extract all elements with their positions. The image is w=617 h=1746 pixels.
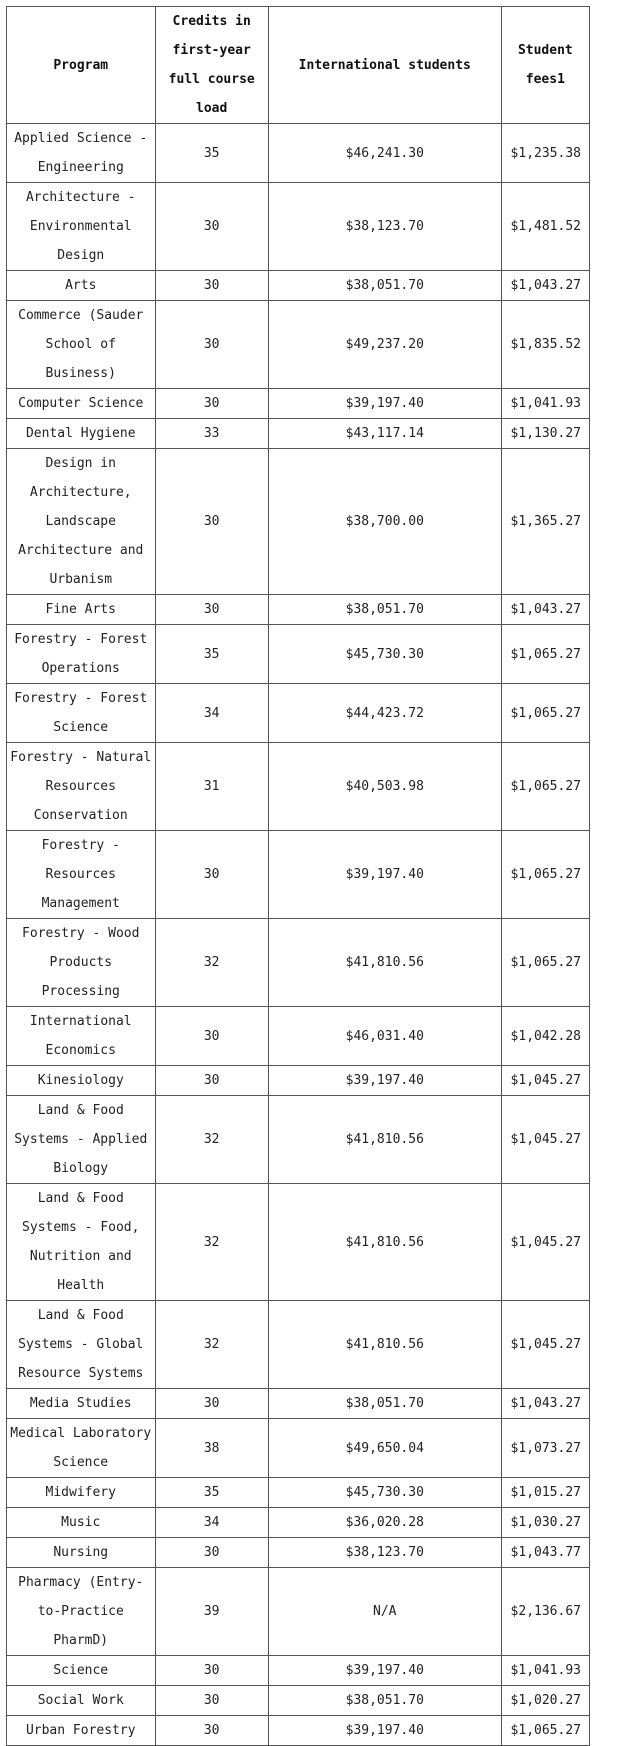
cell-fees: $1,065.27	[501, 743, 589, 831]
cell-international: $38,051.70	[268, 271, 501, 301]
cell-credits: 38	[155, 1419, 268, 1478]
cell-credits: 33	[155, 419, 268, 449]
cell-fees: $1,045.27	[501, 1301, 589, 1389]
cell-program: Media Studies	[7, 1389, 156, 1419]
cell-fees: $1,481.52	[501, 183, 589, 271]
cell-fees: $1,065.27	[501, 919, 589, 1007]
cell-fees: $1,015.27	[501, 1478, 589, 1508]
cell-fees: $1,235.38	[501, 124, 589, 183]
header-row	[7, 7, 590, 124]
cell-international: $39,197.40	[268, 1656, 501, 1686]
cell-fees: $1,042.28	[501, 1007, 589, 1066]
table-row	[7, 183, 590, 271]
cell-credits: 30	[155, 271, 268, 301]
table-row	[7, 449, 590, 595]
cell-fees: $1,041.93	[501, 389, 589, 419]
cell-international: $49,650.04	[268, 1419, 501, 1478]
cell-international: $39,197.40	[268, 1066, 501, 1096]
header-international: International students	[268, 7, 501, 124]
cell-international: $38,051.70	[268, 595, 501, 625]
cell-program: Dental Hygiene	[7, 419, 156, 449]
cell-international: $40,503.98	[268, 743, 501, 831]
cell-program: Arts	[7, 271, 156, 301]
cell-international: $46,241.30	[268, 124, 501, 183]
table-row	[7, 1478, 590, 1508]
cell-credits: 30	[155, 301, 268, 389]
fees-table	[6, 6, 590, 1746]
cell-international: $43,117.14	[268, 419, 501, 449]
cell-fees: $1,045.27	[501, 1096, 589, 1184]
cell-fees: $1,041.93	[501, 1656, 589, 1686]
cell-program: Urban Forestry	[7, 1716, 156, 1746]
cell-program: Land & Food Systems - Global Resource Systems	[7, 1301, 156, 1389]
cell-international: N/A	[268, 1568, 501, 1656]
cell-program: Social Work	[7, 1686, 156, 1716]
cell-international: $38,051.70	[268, 1389, 501, 1419]
cell-international: $38,700.00	[268, 449, 501, 595]
table-row	[7, 124, 590, 183]
cell-program: Music	[7, 1508, 156, 1538]
cell-program: Fine Arts	[7, 595, 156, 625]
cell-credits: 30	[155, 1066, 268, 1096]
cell-credits: 30	[155, 595, 268, 625]
cell-fees: $1,045.27	[501, 1184, 589, 1301]
cell-program: Design in Architecture, Landscape Architecture and Urbanism	[7, 449, 156, 595]
table-row	[7, 1419, 590, 1478]
cell-program: Forestry - Forest Operations	[7, 625, 156, 684]
cell-fees: $1,045.27	[501, 1066, 589, 1096]
table-row	[7, 1538, 590, 1568]
cell-credits: 30	[155, 1007, 268, 1066]
cell-fees: $1,365.27	[501, 449, 589, 595]
cell-program: Applied Science - Engineering	[7, 124, 156, 183]
cell-fees: $1,065.27	[501, 684, 589, 743]
table-row	[7, 1686, 590, 1716]
cell-credits: 32	[155, 1096, 268, 1184]
table-row	[7, 831, 590, 919]
cell-credits: 34	[155, 684, 268, 743]
table-row	[7, 1066, 590, 1096]
cell-program: Architecture - Environmental Design	[7, 183, 156, 271]
cell-fees: $1,065.27	[501, 1716, 589, 1746]
cell-program: Commerce (Sauder School of Business)	[7, 301, 156, 389]
cell-international: $41,810.56	[268, 1184, 501, 1301]
cell-program: Midwifery	[7, 1478, 156, 1508]
table-row	[7, 1716, 590, 1746]
cell-credits: 34	[155, 1508, 268, 1538]
cell-fees: $1,065.27	[501, 831, 589, 919]
table-row	[7, 625, 590, 684]
cell-program: Land & Food Systems - Food, Nutrition and Health	[7, 1184, 156, 1301]
cell-program: Forestry - Forest Science	[7, 684, 156, 743]
cell-credits: 30	[155, 449, 268, 595]
table-row	[7, 1301, 590, 1389]
table-row	[7, 919, 590, 1007]
cell-credits: 32	[155, 1301, 268, 1389]
cell-credits: 31	[155, 743, 268, 831]
cell-fees: $1,043.27	[501, 271, 589, 301]
cell-credits: 30	[155, 1716, 268, 1746]
table-row	[7, 1568, 590, 1656]
table-row	[7, 1389, 590, 1419]
cell-credits: 30	[155, 389, 268, 419]
cell-credits: 35	[155, 124, 268, 183]
cell-credits: 30	[155, 183, 268, 271]
cell-credits: 32	[155, 1184, 268, 1301]
table-row	[7, 1656, 590, 1686]
cell-fees: $1,130.27	[501, 419, 589, 449]
cell-program: Land & Food Systems - Applied Biology	[7, 1096, 156, 1184]
cell-credits: 30	[155, 1686, 268, 1716]
table-row	[7, 1007, 590, 1066]
cell-fees: $1,043.77	[501, 1538, 589, 1568]
cell-credits: 35	[155, 625, 268, 684]
cell-program: Forestry - Resources Management	[7, 831, 156, 919]
table-row	[7, 1508, 590, 1538]
cell-international: $38,123.70	[268, 183, 501, 271]
header-credits: Credits in first-year full course load	[155, 7, 268, 124]
cell-international: $46,031.40	[268, 1007, 501, 1066]
cell-program: Pharmacy (Entry-to-Practice PharmD)	[7, 1568, 156, 1656]
cell-international: $41,810.56	[268, 919, 501, 1007]
cell-program: Nursing	[7, 1538, 156, 1568]
cell-program: Medical Laboratory Science	[7, 1419, 156, 1478]
table-row	[7, 595, 590, 625]
cell-credits: 35	[155, 1478, 268, 1508]
cell-credits: 30	[155, 1538, 268, 1568]
cell-international: $45,730.30	[268, 625, 501, 684]
cell-program: Forestry - Natural Resources Conservation	[7, 743, 156, 831]
cell-program: Kinesiology	[7, 1066, 156, 1096]
table-header	[7, 7, 590, 124]
cell-credits: 30	[155, 1656, 268, 1686]
table-row	[7, 301, 590, 389]
cell-credits: 30	[155, 1389, 268, 1419]
cell-fees: $1,043.27	[501, 1389, 589, 1419]
cell-international: $45,730.30	[268, 1478, 501, 1508]
cell-fees: $1,073.27	[501, 1419, 589, 1478]
table-row	[7, 271, 590, 301]
table-row	[7, 389, 590, 419]
table-body	[7, 124, 590, 1746]
cell-program: International Economics	[7, 1007, 156, 1066]
cell-program: Computer Science	[7, 389, 156, 419]
cell-international: $44,423.72	[268, 684, 501, 743]
cell-international: $41,810.56	[268, 1301, 501, 1389]
header-program: Program	[7, 7, 156, 124]
table-row	[7, 1096, 590, 1184]
cell-program: Forestry - Wood Products Processing	[7, 919, 156, 1007]
table-row	[7, 743, 590, 831]
table-row	[7, 684, 590, 743]
cell-international: $36,020.28	[268, 1508, 501, 1538]
table-row	[7, 419, 590, 449]
cell-credits: 30	[155, 831, 268, 919]
table-row	[7, 1184, 590, 1301]
cell-program: Science	[7, 1656, 156, 1686]
cell-fees: $1,043.27	[501, 595, 589, 625]
cell-international: $39,197.40	[268, 1716, 501, 1746]
cell-international: $41,810.56	[268, 1096, 501, 1184]
cell-fees: $1,020.27	[501, 1686, 589, 1716]
cell-fees: $1,030.27	[501, 1508, 589, 1538]
cell-fees: $1,835.52	[501, 301, 589, 389]
cell-international: $49,237.20	[268, 301, 501, 389]
cell-international: $39,197.40	[268, 831, 501, 919]
cell-international: $38,051.70	[268, 1686, 501, 1716]
cell-fees: $2,136.67	[501, 1568, 589, 1656]
cell-credits: 32	[155, 919, 268, 1007]
cell-credits: 39	[155, 1568, 268, 1656]
cell-fees: $1,065.27	[501, 625, 589, 684]
cell-international: $38,123.70	[268, 1538, 501, 1568]
header-fees: Student fees1	[501, 7, 589, 124]
cell-international: $39,197.40	[268, 389, 501, 419]
